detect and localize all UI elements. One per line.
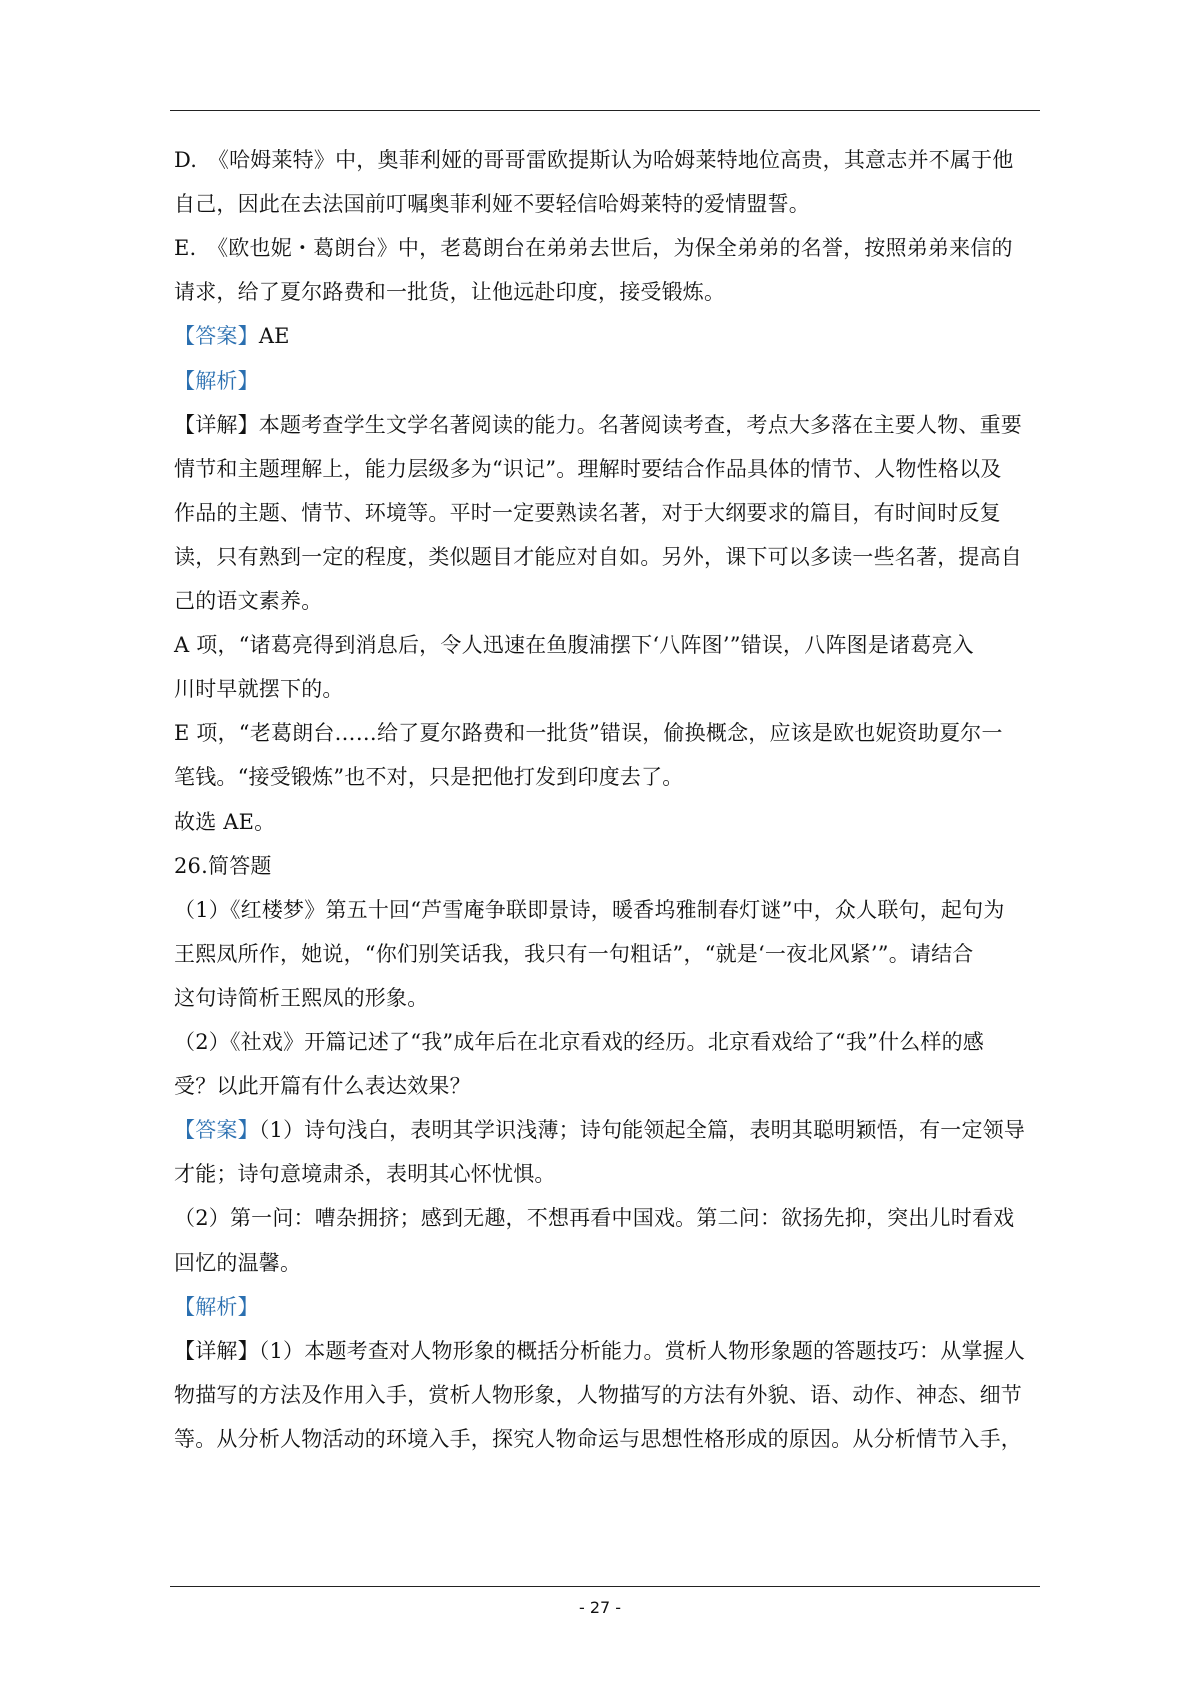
line-text: 回忆的温馨。 (174, 1250, 302, 1275)
text-line (174, 1249, 301, 1277)
line-text: E 项，“老葛朗台……给了夏尔路费和一批货”错误，偷换概念，应该是欧也妮资助夏尔一 (174, 721, 1003, 746)
line-text: （1）诗句浅白，表明其学识浅薄；诗句能领起全篇，表明其聪明颖悟，有一定领导 (258, 1118, 1026, 1143)
text-line (174, 543, 1022, 571)
text-line (174, 1337, 1025, 1365)
line-text: 情节和主题理解上，能力层级多为“识记”。理解时要结合作品具体的情节、人物性格以及 (174, 456, 1002, 481)
text-line (174, 499, 1001, 527)
line-text: 受？以此开篇有什么表达效果？ (174, 1074, 471, 1099)
text-line (174, 146, 1013, 174)
text-line (174, 455, 1001, 483)
text-line (174, 631, 974, 659)
text-line (174, 1425, 1022, 1453)
line-text: 请求，给了夏尔路费和一批货，让他远赴印度，接受锻炼。 (174, 280, 726, 305)
header-rule (170, 110, 1040, 111)
line-text: 26.简答题 (174, 853, 272, 878)
text-line (174, 1204, 1014, 1232)
footer-rule (170, 1586, 1040, 1587)
text-line (174, 1160, 556, 1188)
line-text: （2）《社戏》开篇记述了“我”成年后在北京看戏的经历。北京看戏给了“我”什么样的感 (174, 1030, 985, 1054)
line-text: 等。从分析人物活动的环境入手，探究人物命运与思想性格形成的原因。从分析情节入手， (174, 1426, 1022, 1451)
line-text: 王熙凤所作，她说，“你们别笑话我，我只有一句粗话”，“就是‘一夜北风紧’”。请结合 (174, 941, 974, 966)
line-text: （1）《红楼梦》第五十回“芦雪庵争联即景诗，暖香坞雅制春灯谜”中，众人联句，起句为 (174, 897, 1005, 922)
text-line (174, 940, 974, 968)
text-line (174, 278, 725, 306)
line-text: 故选 AE。 (174, 809, 276, 834)
text-line (174, 234, 1013, 262)
text-line (174, 1116, 1025, 1144)
line-text: AE (258, 324, 290, 349)
line-text: 自己，因此在去法国前叮嘱奥菲利娅不要轻信哈姆莱特的爱情盟誓。 (174, 192, 810, 217)
line-text: 读，只有熟到一定的程度，类似题目才能应对自如。另外，课下可以多读一些名著，提高自 (174, 544, 1022, 569)
text-line (174, 1072, 471, 1100)
text-line (174, 587, 322, 615)
section-tag: 【解析】 (174, 368, 259, 393)
page-number: - 27 - (578, 1598, 622, 1617)
text-line (174, 675, 344, 703)
section-tag: 【答案】 (174, 324, 259, 349)
section-tag: 【解析】 (174, 1294, 259, 1319)
line-text: 己的语文素养。 (174, 589, 323, 613)
text-line (174, 896, 1005, 924)
line-text: 才能；诗句意境肃杀，表明其心怀忧惧。 (174, 1162, 556, 1187)
line-text: D. 《哈姆莱特》中，奥菲利娅的哥哥雷欧提斯认为哈姆莱特地位高贵，其意志并不属于他 (174, 148, 1014, 172)
text-line (174, 763, 683, 791)
text-line (174, 411, 1022, 439)
line-text: （2）第一问：嘈杂拥挤；感到无趣，不想再看中国戏。第二问：欲扬先抑，突出儿时看戏 (174, 1206, 1015, 1231)
text-line (174, 852, 272, 880)
text-line (174, 322, 290, 350)
line-text: E. 《欧也妮・葛朗台》中，老葛朗台在弟弟去世后，为保全弟弟的名誉，按照弟弟来信的 (174, 236, 1013, 261)
text-line (174, 1293, 259, 1321)
text-line (174, 190, 810, 218)
text-line (174, 719, 1003, 747)
text-line (174, 1028, 984, 1056)
line-text: 【详解】（1）本题考查对人物形象的概括分析能力。赏析人物形象题的答题技巧：从掌握人 (174, 1338, 1026, 1363)
line-text: 作品的主题、情节、环境等。平时一定要熟读名著，对于大纲要求的篇目，有时间时反复 (174, 500, 1001, 525)
text-line (174, 1381, 1022, 1409)
line-text: A 项，“诸葛亮得到消息后，令人迅速在鱼腹浦摆下‘八阵图’”错误，八阵图是诸葛亮入 (174, 633, 974, 658)
line-text: 笔钱。“接受锻炼”也不对，只是把他打发到印度去了。 (174, 765, 684, 790)
line-text: 【详解】本题考查学生文学名著阅读的能力。名著阅读考查，考点大多落在主要人物、重要 (174, 412, 1022, 437)
line-text: 物描写的方法及作用入手，赏析人物形象，人物描写的方法有外貌、语、动作、神态、细节 (174, 1382, 1022, 1407)
text-line (174, 808, 275, 836)
text-line (174, 367, 259, 395)
line-text: 川时早就摆下的。 (174, 677, 344, 702)
line-text: 这句诗简析王熙凤的形象。 (174, 985, 429, 1010)
text-line (174, 984, 428, 1012)
section-tag: 【答案】 (174, 1118, 259, 1143)
